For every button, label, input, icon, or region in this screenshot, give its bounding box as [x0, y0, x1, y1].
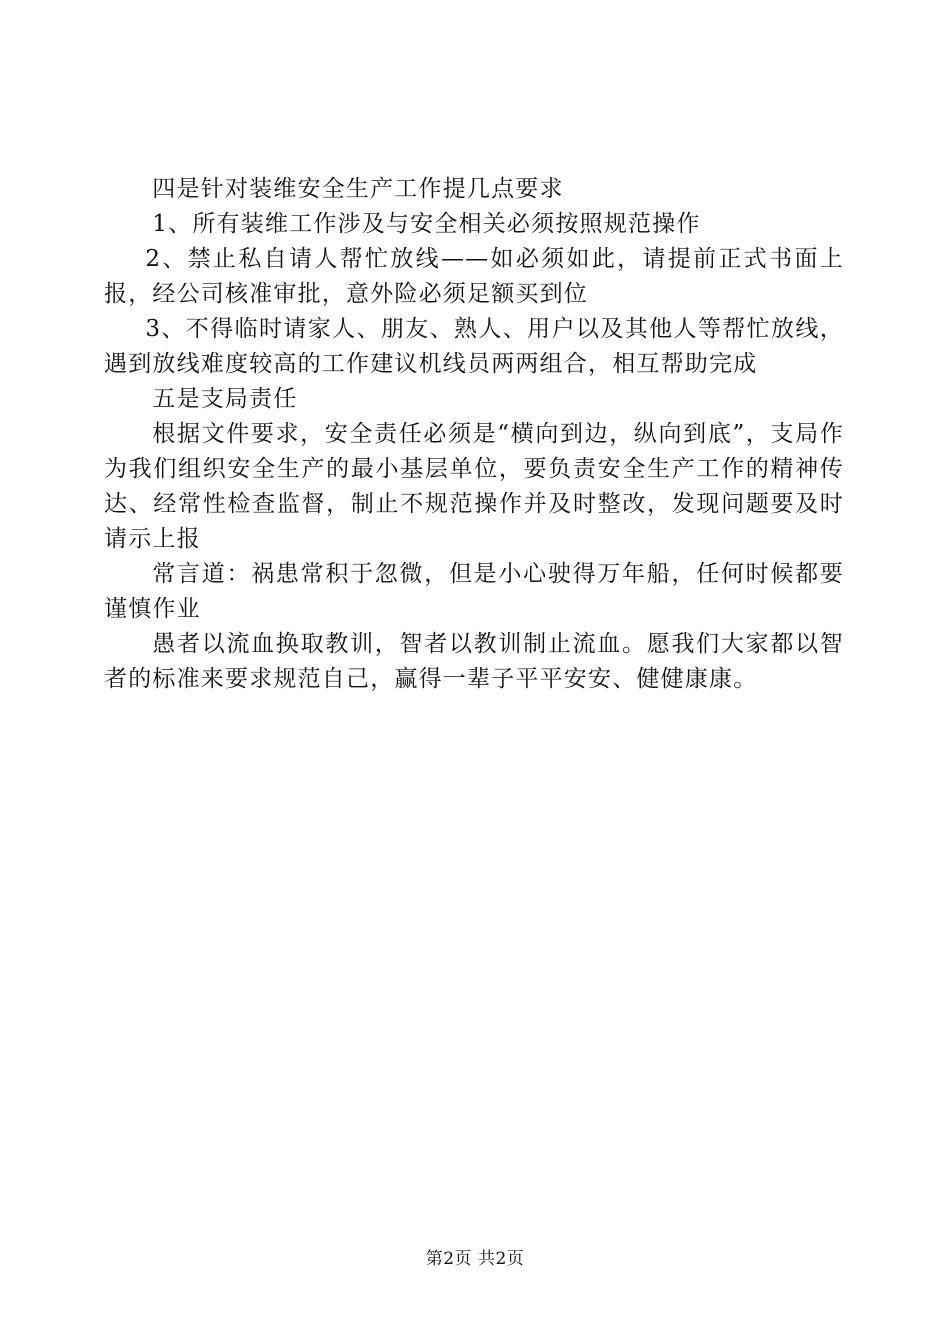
document-body — [104, 172, 844, 697]
page-number-footer: 第2页 共2页 — [425, 1249, 525, 1269]
body-paragraph-responsibility: 根据文件要求，安全责任必须是“横向到边，纵向到底”，支局作为我们组织安全生产的最小基层单位，要负责安全生产工作的精神传达、经常性检查监督，制止不规范操作并及时整改，发现问题要及时请示上报 — [104, 421, 844, 552]
requirement-item-3: 3、不得临时请家人、朋友、熟人、用户以及其他人等帮忙放线，遇到放线难度较高的工作建议机线员两两组合，相互帮助完成 — [104, 316, 844, 377]
section-heading-five: 五是支局责任 — [152, 386, 298, 412]
requirement-item-1: 1、所有装维工作涉及与安全相关必须按照规范操作 — [152, 211, 701, 237]
requirement-item-2: 2、禁止私自请人帮忙放线——如必须如此，请提前正式书面上报，经公司核准审批，意外险必须足额买到位 — [104, 246, 844, 307]
body-paragraph-proverb: 常言道：祸患常积于忽微，但是小心驶得万年船，任何时候都要谨慎作业 — [104, 561, 844, 622]
body-paragraph-closing: 愚者以流血换取教训，智者以教训制止流血。愿我们大家都以智者的标准来要求规范自己，赢得一辈子平平安安、健健康康。 — [104, 631, 844, 692]
section-heading-four: 四是针对装维安全生产工作提几点要求 — [152, 176, 564, 202]
